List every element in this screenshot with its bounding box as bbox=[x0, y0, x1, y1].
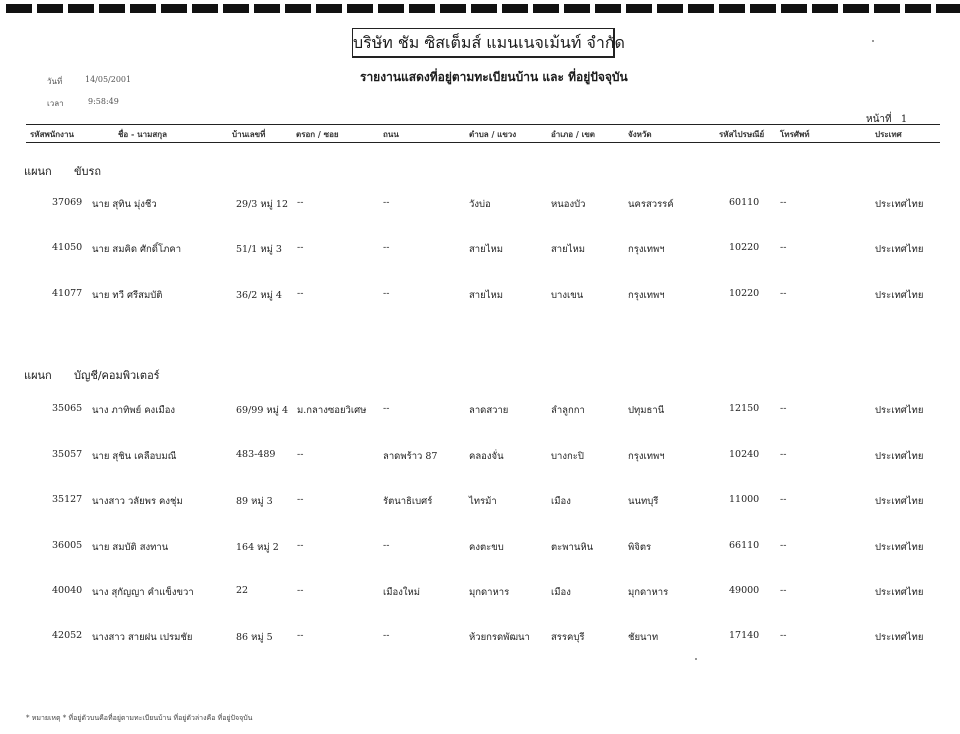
cell-soi: -- bbox=[297, 449, 304, 460]
scan-speck bbox=[695, 658, 697, 660]
header-rule-top bbox=[26, 124, 940, 125]
cell-country: ประเทศไทย bbox=[875, 451, 924, 462]
cell-tambon: ไทรม้า bbox=[469, 496, 497, 507]
footnote: * หมายเหตุ * ที่อยู่ตัวบนคือที่อยู่ตามทะเบียนบ้าน ที่อยู่ตัวล่างคือ ที่อยู่ปัจจุบัน bbox=[26, 714, 253, 722]
cell-phone: -- bbox=[780, 540, 787, 551]
cell-country: ประเทศไทย bbox=[875, 632, 924, 643]
feed-hole bbox=[161, 4, 187, 13]
feed-hole bbox=[781, 4, 807, 13]
cell-code: 37069 bbox=[52, 197, 83, 208]
cell-name: นาย ทวี ศรีสมบัติ bbox=[92, 290, 163, 301]
cell-phone: -- bbox=[780, 494, 787, 505]
feed-hole bbox=[874, 4, 900, 13]
cell-province: มุกดาหาร bbox=[628, 587, 669, 598]
feed-hole bbox=[533, 4, 559, 13]
column-header: บ้านเลขที่ bbox=[232, 129, 266, 139]
column-header: รหัสไปรษณีย์ bbox=[719, 129, 765, 139]
cell-house: 51/1 หมู่ 3 bbox=[236, 244, 282, 255]
cell-soi: -- bbox=[297, 242, 304, 253]
cell-house: 36/2 หมู่ 4 bbox=[236, 290, 282, 301]
column-header: จังหวัด bbox=[628, 129, 652, 139]
cell-name: นาง สุกัญญา คำแข็งขวา bbox=[92, 587, 194, 598]
cell-zip: 17140 bbox=[729, 630, 760, 641]
cell-zip: 49000 bbox=[729, 585, 760, 596]
cell-code: 35057 bbox=[52, 449, 83, 460]
cell-province: พิจิตร bbox=[628, 542, 652, 553]
company-title: บริษัท ชัม ซิสเต็มส์ แมนเนจเม้นท์ จำกัด bbox=[352, 28, 615, 58]
cell-phone: -- bbox=[780, 585, 787, 596]
cell-road: -- bbox=[383, 540, 390, 551]
cell-zip: 10220 bbox=[729, 288, 760, 299]
cell-soi: -- bbox=[297, 585, 304, 596]
cell-amphoe: หนองบัว bbox=[551, 199, 586, 210]
cell-soi: -- bbox=[297, 494, 304, 505]
feed-hole bbox=[6, 4, 32, 13]
cell-country: ประเทศไทย bbox=[875, 199, 924, 210]
column-header: ประเทศ bbox=[875, 129, 902, 139]
cell-house: 29/3 หมู่ 12 bbox=[236, 199, 288, 210]
cell-zip: 60110 bbox=[729, 197, 760, 208]
cell-road: -- bbox=[383, 197, 390, 208]
cell-house: 69/99 หมู่ 4 bbox=[236, 405, 288, 416]
cell-house: 86 หมู่ 5 bbox=[236, 632, 273, 643]
cell-country: ประเทศไทย bbox=[875, 405, 924, 416]
cell-soi: -- bbox=[297, 630, 304, 641]
cell-phone: -- bbox=[780, 630, 787, 641]
column-header: อำเภอ / เขต bbox=[551, 129, 595, 139]
cell-country: ประเทศไทย bbox=[875, 244, 924, 255]
cell-code: 40040 bbox=[52, 585, 83, 596]
cell-province: กรุงเทพฯ bbox=[628, 451, 665, 462]
page-number: 1 bbox=[900, 114, 908, 125]
cell-road: เมืองใหม่ bbox=[383, 587, 421, 598]
cell-house: 483-489 bbox=[236, 449, 276, 460]
cell-country: ประเทศไทย bbox=[875, 542, 924, 553]
cell-tambon: สายไหม bbox=[469, 290, 504, 301]
cell-province: กรุงเทพฯ bbox=[628, 290, 665, 301]
cell-code: 41050 bbox=[52, 242, 83, 253]
cell-house: 164 หมู่ 2 bbox=[236, 542, 279, 553]
cell-road: -- bbox=[383, 630, 390, 641]
feed-hole bbox=[905, 4, 931, 13]
feed-hole bbox=[409, 4, 435, 13]
cell-zip: 66110 bbox=[729, 540, 760, 551]
cell-province: กรุงเทพฯ bbox=[628, 244, 665, 255]
cell-soi: ม.กลางซอยวิเศษ bbox=[297, 405, 367, 416]
header-rule-bottom bbox=[26, 142, 940, 143]
cell-road: ลาดพร้าว 87 bbox=[383, 451, 438, 462]
feed-hole bbox=[719, 4, 745, 13]
cell-road: รัตนาธิเบศร์ bbox=[383, 496, 433, 507]
report-title: รายงานแสดงที่อยู่ตามทะเบียนบ้าน และ ที่อยู่ปัจจุบัน bbox=[360, 70, 628, 84]
cell-name: นางสาว สายฝน เปรมชัย bbox=[92, 632, 193, 643]
cell-name: นาย สุทิน มุ่งชีว bbox=[92, 199, 157, 210]
printer-feed-holes bbox=[0, 4, 960, 14]
cell-phone: -- bbox=[780, 288, 787, 299]
feed-hole bbox=[812, 4, 838, 13]
cell-country: ประเทศไทย bbox=[875, 496, 924, 507]
cell-phone: -- bbox=[780, 197, 787, 208]
cell-country: ประเทศไทย bbox=[875, 587, 924, 598]
feed-hole bbox=[750, 4, 776, 13]
column-header: ตำบล / แขวง bbox=[469, 129, 517, 139]
time-value: 9:58:49 bbox=[88, 97, 119, 106]
cell-phone: -- bbox=[780, 449, 787, 460]
cell-code: 42052 bbox=[52, 630, 83, 641]
cell-amphoe: ลำลูกกา bbox=[551, 405, 585, 416]
feed-hole bbox=[502, 4, 528, 13]
cell-province: ชัยนาท bbox=[628, 632, 659, 643]
cell-amphoe: บางกะปิ bbox=[551, 451, 584, 462]
feed-hole bbox=[223, 4, 249, 13]
department-name: ขับรถ bbox=[74, 165, 102, 178]
cell-road: -- bbox=[383, 403, 390, 414]
cell-tambon: สายไหม bbox=[469, 244, 504, 255]
cell-amphoe: เมือง bbox=[551, 496, 571, 507]
cell-country: ประเทศไทย bbox=[875, 290, 924, 301]
feed-hole bbox=[595, 4, 621, 13]
cell-soi: -- bbox=[297, 540, 304, 551]
cell-name: นาย สมคิด ศักดิ์โภคา bbox=[92, 244, 182, 255]
feed-hole bbox=[99, 4, 125, 13]
cell-name: นาย สมบัติ สงทาน bbox=[92, 542, 169, 553]
column-header: ชื่อ - นามสกุล bbox=[118, 129, 167, 139]
feed-hole bbox=[37, 4, 63, 13]
feed-hole bbox=[254, 4, 280, 13]
feed-hole bbox=[378, 4, 404, 13]
column-header: ถนน bbox=[383, 129, 399, 139]
column-header: รหัสพนักงาน bbox=[30, 129, 74, 139]
cell-tambon: คลองจั่น bbox=[469, 451, 504, 462]
feed-hole bbox=[192, 4, 218, 13]
cell-province: ปทุมธานี bbox=[628, 405, 665, 416]
column-header: โทรศัพท์ bbox=[780, 129, 810, 139]
cell-code: 35065 bbox=[52, 403, 83, 414]
department-name: บัญชี/คอมพิวเตอร์ bbox=[74, 369, 160, 382]
cell-province: นนทบุรี bbox=[628, 496, 659, 507]
cell-amphoe: สรรคบุรี bbox=[551, 632, 585, 643]
cell-tambon: มุกดาหาร bbox=[469, 587, 510, 598]
cell-amphoe: ตะพานหิน bbox=[551, 542, 594, 553]
cell-amphoe: เมือง bbox=[551, 587, 571, 598]
cell-house: 22 bbox=[236, 585, 249, 596]
feed-hole bbox=[68, 4, 94, 13]
feed-hole bbox=[688, 4, 714, 13]
cell-code: 41077 bbox=[52, 288, 83, 299]
cell-zip: 12150 bbox=[729, 403, 760, 414]
cell-road: -- bbox=[383, 242, 390, 253]
scan-speck bbox=[872, 40, 874, 42]
cell-zip: 10220 bbox=[729, 242, 760, 253]
cell-soi: -- bbox=[297, 197, 304, 208]
feed-hole bbox=[471, 4, 497, 13]
cell-road: -- bbox=[383, 288, 390, 299]
cell-amphoe: บางเขน bbox=[551, 290, 584, 301]
feed-hole bbox=[130, 4, 156, 13]
time-label: เวลา bbox=[47, 99, 64, 108]
cell-zip: 10240 bbox=[729, 449, 760, 460]
cell-code: 36005 bbox=[52, 540, 83, 551]
feed-hole bbox=[347, 4, 373, 13]
cell-tambon: วังบ่อ bbox=[469, 199, 491, 210]
feed-hole bbox=[285, 4, 311, 13]
cell-province: นครสวรรค์ bbox=[628, 199, 674, 210]
date-label: วันที่ bbox=[47, 77, 63, 86]
department-label: แผนก bbox=[24, 369, 52, 382]
cell-tambon: ลาดสวาย bbox=[469, 405, 509, 416]
cell-name: นางสาว วลัยพร คงชุ่ม bbox=[92, 496, 183, 507]
feed-hole bbox=[657, 4, 683, 13]
date-value: 14/05/2001 bbox=[85, 75, 132, 84]
cell-name: นาย สุชิน เคลือบมณี bbox=[92, 451, 177, 462]
feed-hole bbox=[626, 4, 652, 13]
cell-name: นาง ภาทิพย์ คงเมือง bbox=[92, 405, 176, 416]
feed-hole bbox=[843, 4, 869, 13]
cell-phone: -- bbox=[780, 242, 787, 253]
page-label: หน้าที่ bbox=[866, 114, 892, 125]
cell-house: 89 หมู่ 3 bbox=[236, 496, 273, 507]
cell-soi: -- bbox=[297, 288, 304, 299]
cell-zip: 11000 bbox=[729, 494, 760, 505]
cell-amphoe: สายไหม bbox=[551, 244, 586, 255]
feed-hole bbox=[936, 4, 960, 13]
cell-phone: -- bbox=[780, 403, 787, 414]
column-header: ตรอก / ซอย bbox=[296, 129, 339, 139]
cell-tambon: คงตะขบ bbox=[469, 542, 504, 553]
feed-hole bbox=[316, 4, 342, 13]
feed-hole bbox=[440, 4, 466, 13]
department-label: แผนก bbox=[24, 165, 52, 178]
cell-code: 35127 bbox=[52, 494, 83, 505]
feed-hole bbox=[564, 4, 590, 13]
cell-tambon: ห้วยกรดพัฒนา bbox=[469, 632, 530, 643]
